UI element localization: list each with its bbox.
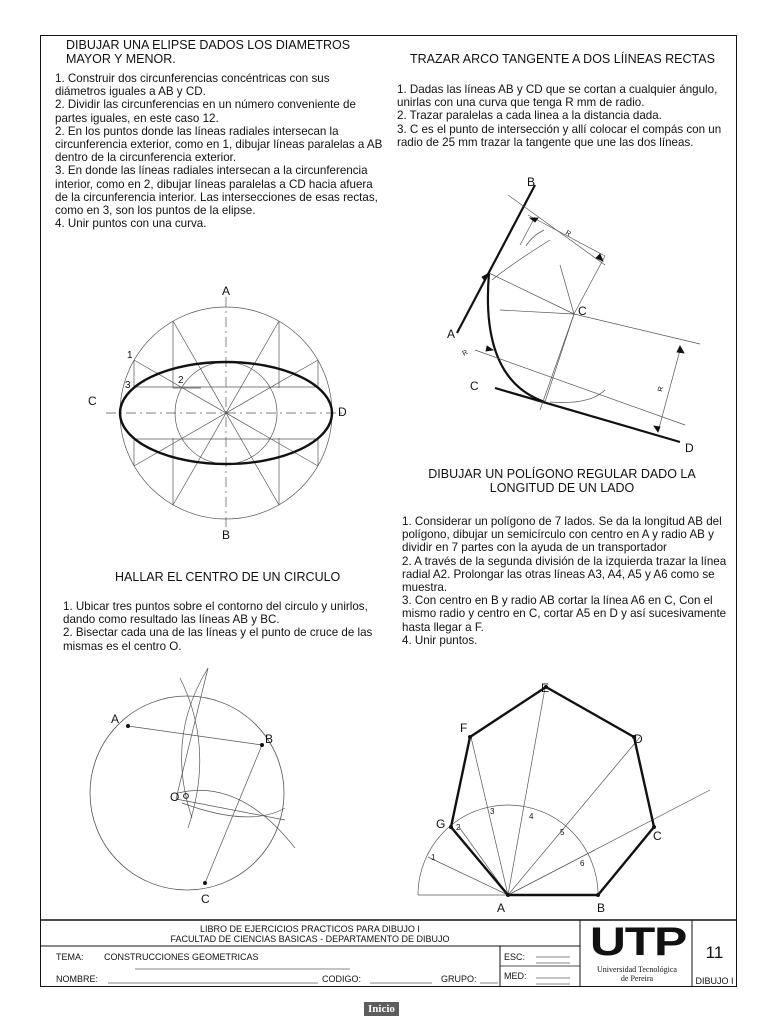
ellipse-steps <box>55 72 383 230</box>
university-name: Universidad Tecnológica de Pereira <box>597 965 677 983</box>
circle-center-figure <box>90 668 340 908</box>
polygon-label-5: 5 <box>560 828 565 837</box>
tangent-step-1: 1. Dadas las líneas AB y CD que se cortan a cualquier ángulo, unirlas con una curva que tenga R mm de radio. <box>397 83 718 110</box>
ellipse-step-1: 1. Construir dos circunferencias concéntricas con sus diámetros iguales a AB y CD. <box>55 72 330 99</box>
circle-center-title: HALLAR EL CENTRO DE UN CIRCULO <box>115 570 341 584</box>
tangent-label-r2: R <box>461 349 470 358</box>
polygon-label-g: G <box>436 817 446 831</box>
polygon-label-2: 2 <box>456 823 461 832</box>
utp-logo <box>588 921 688 963</box>
sheet-number: 11 <box>705 943 724 962</box>
faculty-line: FACULTAD DE CIENCIAS BASICAS - DEPARTAMENTO DE DIBUJO <box>170 934 450 944</box>
circle-label-a: A <box>111 712 120 726</box>
polygon-step-4: 4. Unir puntos. <box>402 633 478 647</box>
polygon-step-2: 2. A través de la segunda división de la izquierda trazar la línea radial A2. Prolongar las otras líneas A3, A4, A5 y A6 como se muestra. <box>402 554 727 595</box>
ellipse-title: DIBUJAR UNA ELIPSE DADOS LOS DIAMETROS MAYOR Y MENOR. <box>66 38 351 66</box>
ellipse-label-3: 3 <box>125 380 131 391</box>
polygon-label-b: B <box>597 901 606 915</box>
polygon-label-4: 4 <box>529 812 534 821</box>
polygon-label-3: 3 <box>490 807 495 816</box>
tangent-label-r3: R <box>657 385 666 393</box>
book-title: LIBRO DE EJERCICIOS PRACTICOS PARA DIBUJO I <box>200 924 420 934</box>
ellipse-step-5: 4. Unir puntos con una curva. <box>55 217 207 231</box>
ellipse-label-1: 1 <box>127 350 133 361</box>
utp-logo-text: UTP <box>589 920 687 964</box>
polygon-label-d: D <box>634 732 643 746</box>
circle-label-o: O <box>170 790 180 804</box>
polygon-title: DIBUJAR UN POLÍGONO REGULAR DADO LA LONGITUD DE UN LADO <box>428 467 696 495</box>
tangent-figure <box>440 170 740 460</box>
polygon-label-f: F <box>460 721 468 735</box>
polygon-step-1: 1. Considerar un polígono de 7 lados. Se da la longitud AB del polígono, dibujar un semicírculo con centro en A y radio AB y dividir en 7 partes con la ayuda de un transportador <box>402 515 722 555</box>
tangent-steps <box>397 83 733 149</box>
ellipse-label-a: A <box>221 284 231 298</box>
ellipse-label-c: C <box>88 394 97 408</box>
ellipse-label-d: D <box>338 405 347 419</box>
ellipse-step-3: 2. En los puntos donde las líneas radiales intersecan la circunferencia exterior, como en 1, dibujar líneas paralelas a AB dentro de la circunferencia exterior. <box>55 124 383 165</box>
polygon-step-3: 3. Con centro en B y radio AB cortar la línea A6 en C, Con el mismo radio y centro en C, cortar A5 en D y así sucesivamente hasta llegar a F. <box>402 594 727 634</box>
tema-value: CONSTRUCCIONES GEOMETRICAS <box>104 952 259 962</box>
title-block <box>40 919 737 987</box>
sheet-name: DIBUJO I <box>695 976 734 986</box>
nombre-label: NOMBRE: <box>56 974 99 984</box>
ellipse-step-2: 2. Dividir las circunferencias en un número conveniente de partes iguales, en este caso 12. <box>55 98 356 125</box>
circle-center-step-2: 2. Bisectar cada una de las líneas y el punto de cruce de las mismas es el centro O. <box>63 626 373 653</box>
polygon-label-1: 1 <box>431 853 436 862</box>
polygon-figure <box>410 680 730 915</box>
ellipse-label-2: 2 <box>178 375 184 386</box>
tangent-label-d: D <box>685 441 694 455</box>
tangent-label-c2: C <box>470 379 479 393</box>
polygon-steps <box>402 515 734 647</box>
polygon-label-e: E <box>541 681 550 695</box>
inicio-button[interactable]: Inicio <box>364 1002 399 1016</box>
tangent-step-2: 2. Trazar paralelas a cada linea a la distancia dada. <box>397 109 662 123</box>
circle-label-b: B <box>265 732 274 746</box>
circle-label-c: C <box>201 892 210 906</box>
tangent-label-b: B <box>527 175 536 189</box>
tangent-label-c: C <box>578 304 587 318</box>
polygon-label-a: A <box>497 901 506 915</box>
tangent-step-3: 3. C es el punto de intersección y allí colocar el compás con un radio de 25 mm trazar la tangente que une las dos líneas. <box>397 122 722 149</box>
med-label: MED: <box>504 971 527 981</box>
ellipse-label-b: B <box>221 528 231 542</box>
tangent-title: TRAZAR ARCO TANGENTE A DOS LÍINEAS RECTAS <box>410 52 715 66</box>
ellipse-step-4: 3. En donde las líneas radiales intersecan a la circunferencia interior, como en 2, dibujar líneas paralelas a CD hacia afuera de la circunferencia interior. Las intersecciones de esas rectas, como en 3, son los puntos de la elipse. <box>55 164 378 218</box>
tangent-label-r1: R <box>564 229 572 239</box>
circle-center-step-1: 1. Ubicar tres puntos sobre el contorno del circulo y unirlos, dando como resultado las líneas AB y BC. <box>63 600 368 627</box>
grupo-label: GRUPO: <box>441 974 477 984</box>
polygon-label-c: C <box>653 829 662 843</box>
tema-label: TEMA: <box>56 952 84 962</box>
codigo-label: CODIGO: <box>322 974 362 984</box>
esc-label: ESC: <box>504 952 526 962</box>
tangent-label-a: A <box>447 327 456 341</box>
ellipse-figure <box>76 283 376 543</box>
polygon-label-6: 6 <box>580 859 585 868</box>
circle-center-steps <box>63 600 381 653</box>
